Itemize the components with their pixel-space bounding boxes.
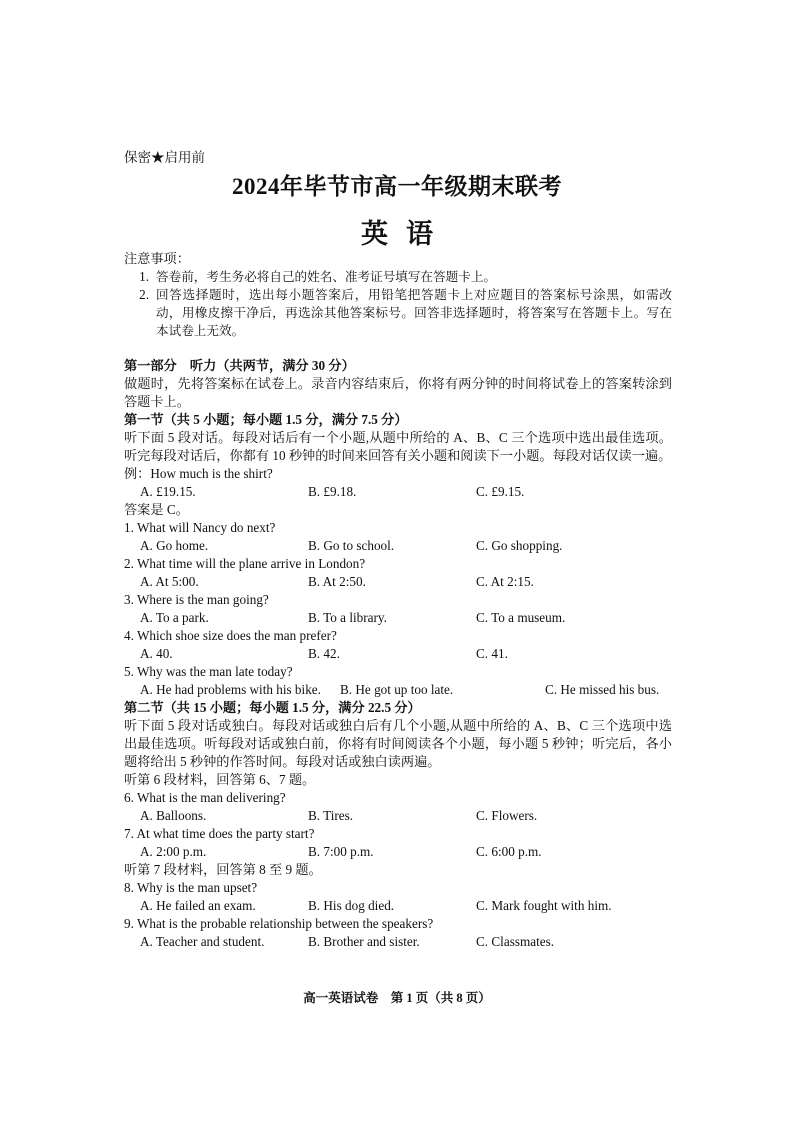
option-a: A. 2:00 p.m.: [140, 844, 207, 859]
part1-intro: 做题时，先将答案标在试卷上。录音内容结束后，你将有两分钟的时间将试卷上的答案转涂到答题卡上。: [124, 376, 672, 409]
option-a: A. 40.: [140, 646, 173, 661]
option-a: A. £19.15.: [140, 484, 196, 499]
page-footer: 高一英语试卷 第 1 页（共 8 页）: [303, 991, 491, 1005]
option-c: C. 6:00 p.m.: [476, 844, 542, 859]
option-c: C. £9.15.: [476, 484, 525, 499]
question-1: 1. What will Nancy do next?: [124, 520, 276, 535]
example-question: 例：How much is the shirt?: [124, 466, 273, 481]
material-7-note: 听第 7 段材料，回答第 8 至 9 题。: [124, 862, 322, 877]
options-4: [124, 645, 672, 663]
question-6: 6. What is the man delivering?: [124, 790, 286, 805]
section2-heading: 第二节（共 15 小题；每小题 1.5 分，满分 22.5 分）: [124, 700, 421, 715]
options-8: [124, 897, 672, 915]
exam-title: 2024年毕节市高一年级期末联考: [232, 174, 562, 199]
option-b: B. He got up too late.: [340, 682, 454, 697]
question-4: 4. Which shoe size does the man prefer?: [124, 628, 337, 643]
option-a: A. Teacher and student.: [140, 934, 265, 949]
question-2: 2. What time will the plane arrive in London?: [124, 556, 366, 571]
option-c: C. 41.: [476, 646, 508, 661]
options-6: [124, 807, 672, 825]
section1-intro: 听下面 5 段对话。每段对话后有一个小题,从题中所给的 A、B、C 三个选项中选出最佳选项。听完每段对话后，你都有 10 秒钟的时间来回答有关小题和阅读下一小题。每段对话仅读一遍。: [124, 430, 672, 463]
option-c: C. Mark fought with him.: [476, 898, 612, 913]
option-c: C. Go shopping.: [476, 538, 563, 553]
options-9: [124, 933, 672, 951]
option-b: B. Brother and sister.: [308, 934, 420, 949]
note-text: 答卷前，考生务必将自己的姓名、准考证号填写在答题卡上。: [156, 270, 497, 284]
section1-heading: 第一节（共 5 小题；每小题 1.5 分，满分 7.5 分）: [124, 412, 408, 427]
confidential-label: 保密★启用前: [124, 150, 205, 165]
material-6-note: 听第 6 段材料，回答第 6、7 题。: [124, 772, 316, 787]
option-c: C. Flowers.: [476, 808, 538, 823]
options-7: [124, 843, 672, 861]
option-c: C. He missed his bus.: [545, 682, 660, 697]
notes-heading: 注意事项：: [124, 251, 190, 266]
option-a: A. He failed an exam.: [140, 898, 256, 913]
question-3: 3. Where is the man going?: [124, 592, 269, 607]
subject-title: 英语: [361, 219, 451, 249]
note-item: [124, 268, 672, 286]
option-b: B. Go to school.: [308, 538, 395, 553]
option-a: A. Balloons.: [140, 808, 207, 823]
option-c: C. To a museum.: [476, 610, 566, 625]
note-text: 回答选择题时，选出每小题答案后，用铅笔把答题卡上对应题目的答案标号涂黑，如需改动，用橡皮擦干净后，再选涂其他答案标号。回答非选择题时，将答案写在答题卡上。写在本试卷上无效。: [156, 288, 672, 338]
option-a: A. At 5:00.: [140, 574, 199, 589]
option-b: B. To a library.: [308, 610, 387, 625]
option-b: B. His dog died.: [308, 898, 395, 913]
option-a: A. He had problems with his bike.: [140, 682, 321, 697]
example-options: [124, 483, 672, 501]
option-a: A. To a park.: [140, 610, 209, 625]
note-number: 1.: [139, 269, 149, 284]
option-b: B. At 2:50.: [308, 574, 366, 589]
question-8: 8. Why is the man upset?: [124, 880, 258, 895]
option-b: B. Tires.: [308, 808, 354, 823]
question-9: 9. What is the probable relationship between the speakers?: [124, 916, 434, 931]
option-b: B. 42.: [308, 646, 340, 661]
options-5: [124, 681, 672, 699]
options-1: [124, 537, 672, 555]
option-b: B. £9.18.: [308, 484, 357, 499]
options-2: [124, 573, 672, 591]
note-item: [124, 286, 672, 340]
section2-intro: 听下面 5 段对话或独白。每段对话或独白后有几个小题,从题中所给的 A、B、C 三个选项中选出最佳选项。听每段对话或独白前，你将有时间阅读各个小题，每小题 5 秒钟；听完后，各小题将给出 5 秒钟的作答时间。每段对话或独白读两遍。: [124, 718, 672, 769]
exam-body: [124, 250, 672, 951]
option-b: B. 7:00 p.m.: [308, 844, 374, 859]
question-7: 7. At what time does the party start?: [124, 826, 315, 841]
options-3: [124, 609, 672, 627]
option-c: C. At 2:15.: [476, 574, 534, 589]
option-a: A. Go home.: [140, 538, 209, 553]
example-answer: 答案是 C。: [124, 502, 189, 517]
option-c: C. Classmates.: [476, 934, 555, 949]
note-number: 2.: [139, 287, 149, 302]
part1-heading: 第一部分 听力（共两节，满分 30 分）: [124, 358, 355, 373]
question-5: 5. Why was the man late today?: [124, 664, 293, 679]
